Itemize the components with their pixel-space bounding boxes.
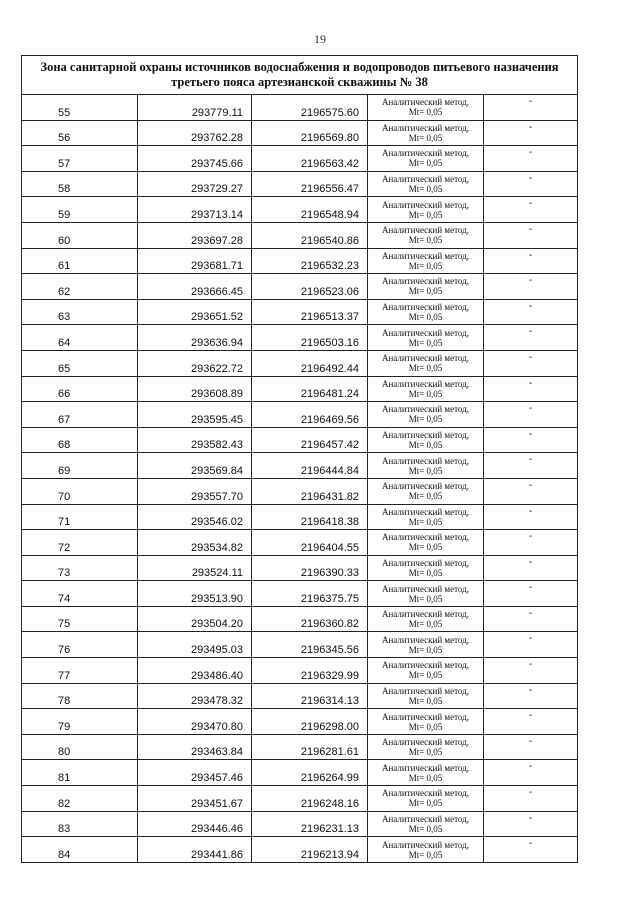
coordinate-x-cell: 293478.32 <box>138 683 252 709</box>
method-cell <box>368 837 484 863</box>
accuracy-value: Mt= 0,05 <box>408 107 443 118</box>
coordinate-x-cell: 293622.72 <box>138 350 252 376</box>
coordinate-y-cell: 2196404.55 <box>252 530 368 556</box>
description-cell: - <box>484 786 578 812</box>
coordinate-x-cell: 293595.45 <box>138 402 252 428</box>
description-cell: - <box>484 709 578 735</box>
table-row <box>22 197 578 223</box>
coordinates-table <box>21 55 578 863</box>
table-row <box>22 376 578 402</box>
coordinate-y-cell: 2196548.94 <box>252 197 368 223</box>
method-label: Аналитический метод, <box>381 762 470 773</box>
point-number-cell: 57 <box>22 146 138 172</box>
method-cell <box>368 811 484 837</box>
description-cell: - <box>484 222 578 248</box>
coordinate-x-cell: 293608.89 <box>138 376 252 402</box>
coordinate-x-cell: 293463.84 <box>138 734 252 760</box>
accuracy-value: Mt= 0,05 <box>408 721 443 732</box>
method-cell <box>368 478 484 504</box>
point-number-cell: 64 <box>22 325 138 351</box>
point-number-cell: 69 <box>22 453 138 479</box>
table-row <box>22 427 578 453</box>
table-row <box>22 274 578 300</box>
method-cell <box>368 171 484 197</box>
accuracy-value: Mt= 0,05 <box>408 849 443 860</box>
table-row <box>22 734 578 760</box>
method-label: Аналитический метод, <box>381 481 470 492</box>
table-row <box>22 146 578 172</box>
accuracy-value: Mt= 0,05 <box>408 516 443 527</box>
table-row <box>22 760 578 786</box>
method-label: Аналитический метод, <box>381 404 470 415</box>
coordinate-x-cell: 293524.11 <box>138 555 252 581</box>
accuracy-value: Mt= 0,05 <box>408 414 443 425</box>
method-cell <box>368 376 484 402</box>
accuracy-value: Mt= 0,05 <box>408 465 443 476</box>
point-number-cell: 65 <box>22 350 138 376</box>
description-cell: - <box>484 606 578 632</box>
coordinate-y-cell: 2196503.16 <box>252 325 368 351</box>
description-cell: - <box>484 581 578 607</box>
accuracy-value: Mt= 0,05 <box>408 542 443 553</box>
description-cell: - <box>484 376 578 402</box>
method-label: Аналитический метод, <box>381 430 470 441</box>
method-label: Аналитический метод, <box>381 813 470 824</box>
coordinate-x-cell: 293495.03 <box>138 632 252 658</box>
table-row <box>22 606 578 632</box>
point-number-cell: 61 <box>22 248 138 274</box>
method-cell <box>368 453 484 479</box>
coordinate-y-cell: 2196248.16 <box>252 786 368 812</box>
point-number-cell: 75 <box>22 606 138 632</box>
accuracy-value: Mt= 0,05 <box>408 312 443 323</box>
method-label: Аналитический метод, <box>381 660 470 671</box>
method-cell <box>368 581 484 607</box>
accuracy-value: Mt= 0,05 <box>408 798 443 809</box>
method-label: Аналитический метод, <box>381 97 470 108</box>
accuracy-value: Mt= 0,05 <box>408 337 443 348</box>
point-number-cell: 81 <box>22 760 138 786</box>
coordinate-x-cell: 293546.02 <box>138 504 252 530</box>
accuracy-value: Mt= 0,05 <box>408 286 443 297</box>
method-label: Аналитический метод, <box>381 302 470 313</box>
coordinate-y-cell: 2196457.42 <box>252 427 368 453</box>
accuracy-value: Mt= 0,05 <box>408 158 443 169</box>
method-cell <box>368 197 484 223</box>
table-title-line2: третьего пояса артезианской скважины № 38 <box>171 75 428 89</box>
accuracy-value: Mt= 0,05 <box>408 823 443 834</box>
accuracy-value: Mt= 0,05 <box>408 619 443 630</box>
point-number-cell: 63 <box>22 299 138 325</box>
method-label: Аналитический метод, <box>381 276 470 287</box>
method-label: Аналитический метод, <box>381 378 470 389</box>
description-cell: - <box>484 120 578 146</box>
accuracy-value: Mt= 0,05 <box>408 260 443 271</box>
method-cell <box>368 120 484 146</box>
point-number-cell: 55 <box>22 95 138 121</box>
method-label: Аналитический метод, <box>381 225 470 236</box>
coordinate-y-cell: 2196345.56 <box>252 632 368 658</box>
coordinate-y-cell: 2196569.80 <box>252 120 368 146</box>
coordinate-x-cell: 293446.46 <box>138 811 252 837</box>
coordinate-y-cell: 2196492.44 <box>252 350 368 376</box>
method-label: Аналитический метод, <box>381 685 470 696</box>
method-cell <box>368 402 484 428</box>
method-cell <box>368 274 484 300</box>
table-row <box>22 299 578 325</box>
table-row <box>22 683 578 709</box>
accuracy-value: Mt= 0,05 <box>408 184 443 195</box>
description-cell: - <box>484 837 578 863</box>
point-number-cell: 58 <box>22 171 138 197</box>
coordinate-x-cell: 293534.82 <box>138 530 252 556</box>
point-number-cell: 82 <box>22 786 138 812</box>
method-label: Аналитический метод, <box>381 327 470 338</box>
description-cell: - <box>484 146 578 172</box>
description-cell: - <box>484 760 578 786</box>
description-cell: - <box>484 402 578 428</box>
description-cell: - <box>484 734 578 760</box>
method-cell <box>368 709 484 735</box>
method-cell <box>368 760 484 786</box>
table-title <box>22 56 578 95</box>
point-number-cell: 67 <box>22 402 138 428</box>
method-label: Аналитический метод, <box>381 353 470 364</box>
method-label: Аналитический метод, <box>381 532 470 543</box>
table-row <box>22 402 578 428</box>
table-title-line1: Зона санитарной охраны источников водоснабжения и водопроводов питьевого назначения <box>40 60 559 74</box>
coordinate-y-cell: 2196418.38 <box>252 504 368 530</box>
point-number-cell: 79 <box>22 709 138 735</box>
method-cell <box>368 555 484 581</box>
table-row <box>22 632 578 658</box>
coordinate-x-cell: 293745.66 <box>138 146 252 172</box>
method-cell <box>368 427 484 453</box>
accuracy-value: Mt= 0,05 <box>408 695 443 706</box>
table-row <box>22 530 578 556</box>
method-label: Аналитический метод, <box>381 634 470 645</box>
coordinate-x-cell: 293636.94 <box>138 325 252 351</box>
table-row <box>22 581 578 607</box>
description-cell: - <box>484 504 578 530</box>
coordinate-y-cell: 2196556.47 <box>252 171 368 197</box>
description-cell: - <box>484 453 578 479</box>
coordinate-y-cell: 2196575.60 <box>252 95 368 121</box>
method-label: Аналитический метод, <box>381 506 470 517</box>
coordinate-x-cell: 293513.90 <box>138 581 252 607</box>
coordinate-x-cell: 293681.71 <box>138 248 252 274</box>
description-cell: - <box>484 632 578 658</box>
description-cell: - <box>484 350 578 376</box>
coordinate-y-cell: 2196281.61 <box>252 734 368 760</box>
method-cell <box>368 632 484 658</box>
accuracy-value: Mt= 0,05 <box>408 132 443 143</box>
method-cell <box>368 146 484 172</box>
method-cell <box>368 504 484 530</box>
table-row <box>22 222 578 248</box>
accuracy-value: Mt= 0,05 <box>408 440 443 451</box>
accuracy-value: Mt= 0,05 <box>408 593 443 604</box>
coordinate-x-cell: 293486.40 <box>138 658 252 684</box>
accuracy-value: Mt= 0,05 <box>408 363 443 374</box>
coordinate-x-cell: 293569.84 <box>138 453 252 479</box>
method-label: Аналитический метод, <box>381 148 470 159</box>
table-row <box>22 786 578 812</box>
point-number-cell: 76 <box>22 632 138 658</box>
method-cell <box>368 786 484 812</box>
coordinate-x-cell: 293713.14 <box>138 197 252 223</box>
accuracy-value: Mt= 0,05 <box>408 747 443 758</box>
coordinate-x-cell: 293451.67 <box>138 786 252 812</box>
coordinate-y-cell: 2196390.33 <box>252 555 368 581</box>
coordinate-x-cell: 293651.52 <box>138 299 252 325</box>
table-row <box>22 658 578 684</box>
table-row <box>22 811 578 837</box>
coordinate-x-cell: 293762.28 <box>138 120 252 146</box>
table-row <box>22 478 578 504</box>
description-cell: - <box>484 683 578 709</box>
description-cell: - <box>484 95 578 121</box>
method-cell <box>368 299 484 325</box>
coordinate-y-cell: 2196532.23 <box>252 248 368 274</box>
table-row <box>22 95 578 121</box>
accuracy-value: Mt= 0,05 <box>408 644 443 655</box>
coordinate-y-cell: 2196469.56 <box>252 402 368 428</box>
coordinate-x-cell: 293457.46 <box>138 760 252 786</box>
table-row <box>22 504 578 530</box>
coordinate-y-cell: 2196360.82 <box>252 606 368 632</box>
coordinate-x-cell: 293470.80 <box>138 709 252 735</box>
description-cell: - <box>484 325 578 351</box>
coordinate-x-cell: 293697.28 <box>138 222 252 248</box>
method-cell <box>368 350 484 376</box>
page-number: 19 <box>314 32 326 46</box>
point-number-cell: 59 <box>22 197 138 223</box>
description-cell: - <box>484 530 578 556</box>
accuracy-value: Mt= 0,05 <box>408 388 443 399</box>
coordinate-y-cell: 2196444.84 <box>252 453 368 479</box>
description-cell: - <box>484 171 578 197</box>
point-number-cell: 70 <box>22 478 138 504</box>
point-number-cell: 78 <box>22 683 138 709</box>
coordinate-x-cell: 293666.45 <box>138 274 252 300</box>
method-label: Аналитический метод, <box>381 557 470 568</box>
coordinate-x-cell: 293441.86 <box>138 837 252 863</box>
method-label: Аналитический метод, <box>381 174 470 185</box>
point-number-cell: 77 <box>22 658 138 684</box>
coordinate-x-cell: 293779.11 <box>138 95 252 121</box>
accuracy-value: Mt= 0,05 <box>408 567 443 578</box>
method-cell <box>368 95 484 121</box>
table-row <box>22 837 578 863</box>
coordinate-y-cell: 2196540.86 <box>252 222 368 248</box>
table-row <box>22 350 578 376</box>
point-number-cell: 80 <box>22 734 138 760</box>
point-number-cell: 73 <box>22 555 138 581</box>
description-cell: - <box>484 299 578 325</box>
description-cell: - <box>484 197 578 223</box>
point-number-cell: 68 <box>22 427 138 453</box>
accuracy-value: Mt= 0,05 <box>408 772 443 783</box>
accuracy-value: Mt= 0,05 <box>408 235 443 246</box>
method-cell <box>368 248 484 274</box>
description-cell: - <box>484 658 578 684</box>
coordinate-y-cell: 2196298.00 <box>252 709 368 735</box>
method-cell <box>368 530 484 556</box>
method-label: Аналитический метод, <box>381 122 470 133</box>
coordinate-x-cell: 293504.20 <box>138 606 252 632</box>
table-row <box>22 709 578 735</box>
table-row <box>22 555 578 581</box>
method-label: Аналитический метод, <box>381 839 470 850</box>
coordinate-y-cell: 2196431.82 <box>252 478 368 504</box>
description-cell: - <box>484 274 578 300</box>
method-cell <box>368 658 484 684</box>
coordinate-y-cell: 2196213.94 <box>252 837 368 863</box>
coordinate-y-cell: 2196264.99 <box>252 760 368 786</box>
point-number-cell: 66 <box>22 376 138 402</box>
point-number-cell: 84 <box>22 837 138 863</box>
method-label: Аналитический метод, <box>381 583 470 594</box>
method-label: Аналитический метод, <box>381 711 470 722</box>
point-number-cell: 62 <box>22 274 138 300</box>
coordinate-y-cell: 2196231.13 <box>252 811 368 837</box>
method-cell <box>368 222 484 248</box>
point-number-cell: 83 <box>22 811 138 837</box>
table-row <box>22 325 578 351</box>
method-cell <box>368 683 484 709</box>
point-number-cell: 72 <box>22 530 138 556</box>
description-cell: - <box>484 811 578 837</box>
point-number-cell: 60 <box>22 222 138 248</box>
coordinate-y-cell: 2196375.75 <box>252 581 368 607</box>
method-cell <box>368 325 484 351</box>
coordinate-y-cell: 2196481.24 <box>252 376 368 402</box>
coordinate-y-cell: 2196314.13 <box>252 683 368 709</box>
coordinate-y-cell: 2196563.42 <box>252 146 368 172</box>
description-cell: - <box>484 427 578 453</box>
method-label: Аналитический метод, <box>381 737 470 748</box>
point-number-cell: 74 <box>22 581 138 607</box>
method-label: Аналитический метод, <box>381 788 470 799</box>
coordinate-x-cell: 293557.70 <box>138 478 252 504</box>
method-label: Аналитический метод, <box>381 455 470 466</box>
table-row <box>22 248 578 274</box>
description-cell: - <box>484 555 578 581</box>
description-cell: - <box>484 248 578 274</box>
accuracy-value: Mt= 0,05 <box>408 209 443 220</box>
point-number-cell: 56 <box>22 120 138 146</box>
coordinate-y-cell: 2196329.99 <box>252 658 368 684</box>
table-row <box>22 171 578 197</box>
coordinate-x-cell: 293582.43 <box>138 427 252 453</box>
coordinate-x-cell: 293729.27 <box>138 171 252 197</box>
accuracy-value: Mt= 0,05 <box>408 491 443 502</box>
table-row <box>22 120 578 146</box>
point-number-cell: 71 <box>22 504 138 530</box>
method-label: Аналитический метод, <box>381 199 470 210</box>
coordinate-y-cell: 2196513.37 <box>252 299 368 325</box>
description-cell: - <box>484 478 578 504</box>
table-row <box>22 453 578 479</box>
accuracy-value: Mt= 0,05 <box>408 670 443 681</box>
coordinate-y-cell: 2196523.06 <box>252 274 368 300</box>
method-cell <box>368 606 484 632</box>
method-cell <box>368 734 484 760</box>
method-label: Аналитический метод, <box>381 609 470 620</box>
table-body <box>22 95 578 863</box>
method-label: Аналитический метод, <box>381 250 470 261</box>
